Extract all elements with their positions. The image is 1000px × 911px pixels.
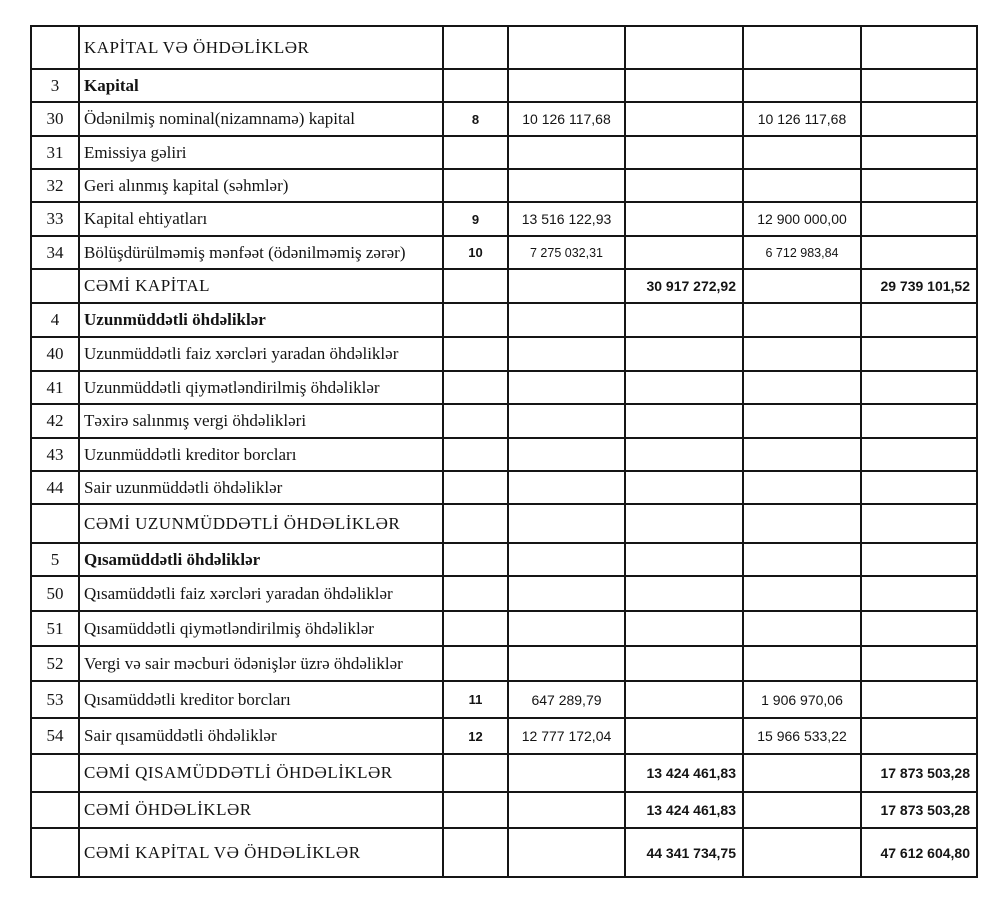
current-year-total	[625, 371, 743, 404]
current-year-total	[625, 404, 743, 438]
prior-year-item: 12 900 000,00	[743, 202, 861, 236]
current-year-item	[508, 269, 625, 303]
table-row	[31, 136, 977, 169]
table-row	[31, 438, 977, 471]
row-code: 3	[31, 69, 79, 102]
prior-year-item: 10 126 117,68	[743, 102, 861, 136]
row-label: Uzunmüddətli kreditor borcları	[79, 438, 443, 471]
prior-year-item	[743, 69, 861, 102]
table-row	[31, 543, 977, 576]
prior-year-item	[743, 646, 861, 681]
note-number	[443, 69, 508, 102]
prior-year-item	[743, 504, 861, 543]
prior-year-item: 6 712 983,84	[743, 236, 861, 269]
note-number	[443, 611, 508, 646]
prior-year-item	[743, 471, 861, 504]
prior-year-total: 47 612 604,80	[861, 828, 977, 877]
current-year-total	[625, 681, 743, 718]
table-row	[31, 303, 977, 337]
current-year-item	[508, 69, 625, 102]
prior-year-total	[861, 471, 977, 504]
row-label: Qısamüddətli öhdəliklər	[79, 543, 443, 576]
current-year-total	[625, 102, 743, 136]
table-row	[31, 269, 977, 303]
current-year-item	[508, 136, 625, 169]
current-year-item	[508, 828, 625, 877]
prior-year-item	[743, 136, 861, 169]
note-number	[443, 471, 508, 504]
prior-year-total	[861, 438, 977, 471]
table-row	[31, 681, 977, 718]
prior-year-item	[743, 438, 861, 471]
table-row	[31, 576, 977, 611]
row-label: KAPİTAL VƏ ÖHDƏLİKLƏR	[79, 26, 443, 69]
current-year-item	[508, 754, 625, 792]
current-year-total	[625, 236, 743, 269]
note-number	[443, 438, 508, 471]
row-code: 52	[31, 646, 79, 681]
current-year-total	[625, 504, 743, 543]
row-label: Bölüşdürülməmiş mənfəət (ödənilməmiş zərər)	[79, 236, 443, 269]
table-row	[31, 828, 977, 877]
row-code	[31, 792, 79, 828]
current-year-total: 13 424 461,83	[625, 754, 743, 792]
row-label: Sair qısamüddətli öhdəliklər	[79, 718, 443, 754]
current-year-item: 13 516 122,93	[508, 202, 625, 236]
current-year-item: 10 126 117,68	[508, 102, 625, 136]
prior-year-total	[861, 303, 977, 337]
row-code: 40	[31, 337, 79, 371]
current-year-item	[508, 169, 625, 202]
prior-year-item	[743, 303, 861, 337]
prior-year-total	[861, 337, 977, 371]
current-year-item	[508, 303, 625, 337]
row-label: Təxirə salınmış vergi öhdəlikləri	[79, 404, 443, 438]
note-number	[443, 269, 508, 303]
row-label: CƏMİ QISAMÜDDƏTLİ ÖHDƏLİKLƏR	[79, 754, 443, 792]
table-row	[31, 26, 977, 69]
prior-year-total: 29 739 101,52	[861, 269, 977, 303]
prior-year-total	[861, 646, 977, 681]
row-code: 34	[31, 236, 79, 269]
note-number: 10	[443, 236, 508, 269]
current-year-total	[625, 26, 743, 69]
row-code: 31	[31, 136, 79, 169]
row-label: Emissiya gəliri	[79, 136, 443, 169]
prior-year-total	[861, 169, 977, 202]
row-label: Sair uzunmüddətli öhdəliklər	[79, 471, 443, 504]
table-row	[31, 504, 977, 543]
table-row	[31, 646, 977, 681]
row-label: Uzunmüddətli qiymətləndirilmiş öhdəliklər	[79, 371, 443, 404]
current-year-total	[625, 718, 743, 754]
row-code: 54	[31, 718, 79, 754]
prior-year-item	[743, 792, 861, 828]
current-year-total: 30 917 272,92	[625, 269, 743, 303]
row-code	[31, 269, 79, 303]
prior-year-item	[743, 543, 861, 576]
prior-year-item	[743, 754, 861, 792]
note-number	[443, 404, 508, 438]
table-row	[31, 754, 977, 792]
row-code	[31, 828, 79, 877]
prior-year-item	[743, 269, 861, 303]
current-year-total	[625, 169, 743, 202]
prior-year-total	[861, 404, 977, 438]
row-code: 44	[31, 471, 79, 504]
prior-year-item: 1 906 970,06	[743, 681, 861, 718]
prior-year-total	[861, 611, 977, 646]
prior-year-total	[861, 718, 977, 754]
current-year-item	[508, 543, 625, 576]
note-number	[443, 828, 508, 877]
row-code: 33	[31, 202, 79, 236]
table-row	[31, 718, 977, 754]
prior-year-total	[861, 236, 977, 269]
row-code	[31, 754, 79, 792]
row-label: CƏMİ UZUNMÜDDƏTLİ ÖHDƏLİKLƏR	[79, 504, 443, 543]
prior-year-item	[743, 576, 861, 611]
row-label: Kapital ehtiyatları	[79, 202, 443, 236]
note-number	[443, 504, 508, 543]
row-code: 32	[31, 169, 79, 202]
prior-year-total	[861, 543, 977, 576]
note-number: 12	[443, 718, 508, 754]
row-code	[31, 504, 79, 543]
prior-year-total: 17 873 503,28	[861, 792, 977, 828]
row-label: Qısamüddətli qiymətləndirilmiş öhdəliklər	[79, 611, 443, 646]
row-label: Geri alınmış kapital (səhmlər)	[79, 169, 443, 202]
row-code	[31, 26, 79, 69]
prior-year-item	[743, 169, 861, 202]
prior-year-item	[743, 611, 861, 646]
current-year-total: 44 341 734,75	[625, 828, 743, 877]
table-row	[31, 404, 977, 438]
current-year-item	[508, 438, 625, 471]
current-year-total: 13 424 461,83	[625, 792, 743, 828]
current-year-item	[508, 646, 625, 681]
current-year-total	[625, 471, 743, 504]
current-year-item	[508, 404, 625, 438]
note-number	[443, 303, 508, 337]
current-year-item	[508, 504, 625, 543]
row-code: 43	[31, 438, 79, 471]
note-number	[443, 543, 508, 576]
prior-year-item	[743, 828, 861, 877]
note-number	[443, 646, 508, 681]
current-year-item: 7 275 032,31	[508, 236, 625, 269]
current-year-total	[625, 303, 743, 337]
table-row	[31, 236, 977, 269]
row-label: Uzunmüddətli faiz xərcləri yaradan öhdəliklər	[79, 337, 443, 371]
table-row	[31, 611, 977, 646]
current-year-item: 647 289,79	[508, 681, 625, 718]
prior-year-total	[861, 504, 977, 543]
row-code: 42	[31, 404, 79, 438]
row-label: Vergi və sair məcburi ödənişlər üzrə öhdəliklər	[79, 646, 443, 681]
current-year-total	[625, 69, 743, 102]
current-year-total	[625, 576, 743, 611]
prior-year-total	[861, 136, 977, 169]
current-year-total	[625, 543, 743, 576]
note-number	[443, 371, 508, 404]
row-code: 30	[31, 102, 79, 136]
prior-year-total: 17 873 503,28	[861, 754, 977, 792]
prior-year-total	[861, 69, 977, 102]
current-year-total	[625, 202, 743, 236]
row-label: Qısamüddətli kreditor borcları	[79, 681, 443, 718]
note-number	[443, 337, 508, 371]
prior-year-item	[743, 26, 861, 69]
row-code: 4	[31, 303, 79, 337]
row-code: 41	[31, 371, 79, 404]
note-number	[443, 754, 508, 792]
note-number: 9	[443, 202, 508, 236]
table-row	[31, 202, 977, 236]
current-year-item	[508, 576, 625, 611]
prior-year-item	[743, 371, 861, 404]
row-label: CƏMİ KAPİTAL VƏ ÖHDƏLİKLƏR	[79, 828, 443, 877]
row-code: 53	[31, 681, 79, 718]
table-row	[31, 102, 977, 136]
row-code: 50	[31, 576, 79, 611]
table-row	[31, 792, 977, 828]
row-label: CƏMİ ÖHDƏLİKLƏR	[79, 792, 443, 828]
row-label: Qısamüddətli faiz xərcləri yaradan öhdəliklər	[79, 576, 443, 611]
current-year-total	[625, 337, 743, 371]
current-year-item	[508, 371, 625, 404]
current-year-total	[625, 438, 743, 471]
note-number	[443, 169, 508, 202]
note-number	[443, 576, 508, 611]
note-number	[443, 792, 508, 828]
table-row	[31, 371, 977, 404]
prior-year-total	[861, 102, 977, 136]
note-number	[443, 136, 508, 169]
prior-year-total	[861, 576, 977, 611]
current-year-total	[625, 611, 743, 646]
current-year-total	[625, 136, 743, 169]
table-row	[31, 471, 977, 504]
row-label: CƏMİ KAPİTAL	[79, 269, 443, 303]
prior-year-item	[743, 337, 861, 371]
row-label: Uzunmüddətli öhdəliklər	[79, 303, 443, 337]
prior-year-total	[861, 202, 977, 236]
current-year-item	[508, 471, 625, 504]
prior-year-total	[861, 371, 977, 404]
current-year-total	[625, 646, 743, 681]
balance-sheet-table	[30, 25, 978, 878]
prior-year-item	[743, 404, 861, 438]
prior-year-total	[861, 26, 977, 69]
current-year-item	[508, 792, 625, 828]
table-row	[31, 337, 977, 371]
row-label: Ödənilmiş nominal(nizamnamə) kapital	[79, 102, 443, 136]
current-year-item	[508, 26, 625, 69]
row-label: Kapital	[79, 69, 443, 102]
table-row	[31, 69, 977, 102]
current-year-item	[508, 611, 625, 646]
table-row	[31, 169, 977, 202]
note-number: 11	[443, 681, 508, 718]
note-number	[443, 26, 508, 69]
current-year-item: 12 777 172,04	[508, 718, 625, 754]
prior-year-total	[861, 681, 977, 718]
row-code: 5	[31, 543, 79, 576]
row-code: 51	[31, 611, 79, 646]
current-year-item	[508, 337, 625, 371]
note-number: 8	[443, 102, 508, 136]
prior-year-item: 15 966 533,22	[743, 718, 861, 754]
